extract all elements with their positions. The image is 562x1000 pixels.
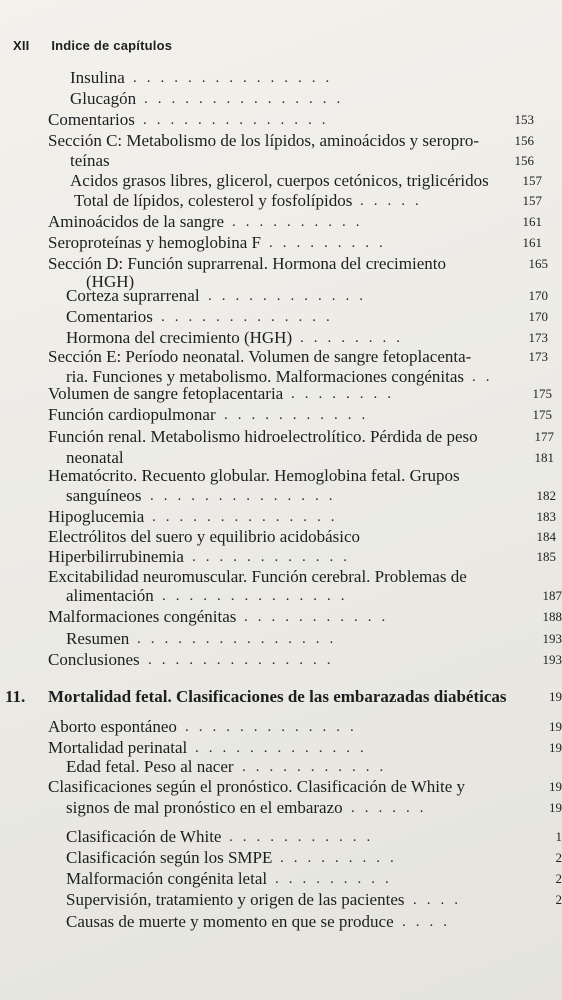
toc-page-number: 193 [542, 631, 562, 646]
toc-entry [0, 383, 562, 405]
leader-dots: ........... [242, 759, 394, 775]
toc-page-number: 177 [534, 429, 554, 444]
toc-page-number: 156 [514, 153, 534, 168]
toc-entry [0, 190, 562, 212]
leader-dots: .. [472, 369, 500, 385]
toc-entry [0, 585, 562, 607]
toc-entry-title: Función renal. Metabolismo hidroelectrolítico. Pérdida de peso [48, 427, 478, 446]
toc-entry-title: Sección C: Metabolismo de los lípidos, aminoácidos y seropro- [48, 131, 480, 150]
toc-page-number: 19 [549, 719, 562, 734]
toc-entry [0, 170, 562, 192]
toc-entry [0, 716, 562, 738]
toc-entry-title: Glucagón [70, 89, 137, 108]
toc-entry-title: signos de mal pronóstico en el embarazo [66, 798, 343, 817]
leader-dots: ............. [195, 740, 374, 756]
toc-entry [0, 150, 562, 172]
toc-entry [0, 776, 562, 798]
toc-page-number: 185 [536, 549, 556, 564]
toc-entry-title: Clasificación de White [66, 827, 222, 846]
leader-dots: ............... [137, 631, 344, 647]
toc-page-number: 2 [555, 871, 562, 886]
toc-page-number: 161 [522, 235, 542, 250]
toc-page-number: 156 [514, 133, 534, 148]
toc-entry [0, 404, 562, 426]
toc-entry [0, 346, 562, 368]
toc-entry-title: Función cardiopulmonar [48, 405, 216, 424]
toc-entry [0, 130, 562, 152]
toc-page-number: 170 [528, 288, 548, 303]
toc-page-number: 157 [522, 173, 542, 188]
toc-entry [0, 847, 562, 869]
toc-entry-title: Clasificación según los SMPE [66, 848, 273, 867]
leader-dots: .......... [232, 214, 370, 230]
chapter-title: Mortalidad fetal. Clasificaciones de las embarazadas diabéticas [48, 687, 507, 706]
toc-entry-title: Total de lípidos, colesterol y fosfolípidos [74, 191, 353, 210]
toc-entry [0, 606, 562, 628]
running-header [13, 38, 172, 53]
leader-dots: .............. [143, 112, 336, 128]
toc-entry-title: sanguíneos [66, 486, 142, 505]
toc-entry-title: teínas [70, 151, 110, 170]
toc-page-number: 19 [549, 689, 562, 704]
toc-entry-title: ria. Funciones y metabolismo. Malformaciones congénitas [66, 367, 464, 386]
toc-entry [0, 546, 562, 568]
toc-entry-title: Conclusiones [48, 650, 140, 669]
leader-dots: ......... [269, 235, 393, 251]
leader-dots: .............. [152, 509, 345, 525]
leader-dots: .... [402, 914, 457, 930]
toc-entry [0, 211, 562, 233]
toc-entry [0, 232, 562, 254]
leader-dots: ........... [224, 407, 376, 423]
toc-entry [0, 649, 562, 671]
toc-entry [0, 67, 562, 89]
toc-page-number: 173 [528, 330, 548, 345]
leader-dots: ............. [185, 719, 364, 735]
toc-page-number: 157 [522, 193, 542, 208]
toc-entry-title: Volumen de sangre fetoplacentaria [48, 384, 284, 403]
toc-page-number: 175 [532, 407, 552, 422]
toc-entry-title: Resumen [66, 629, 130, 648]
toc-entry-title: Malformaciones congénitas [48, 607, 237, 626]
leader-dots: ............ [192, 549, 357, 565]
toc-entry-title: (HGH) [86, 272, 135, 291]
toc-entry-title: Sección E: Período neonatal. Volumen de sangre fetoplacenta- [48, 347, 472, 366]
leader-dots: ............. [161, 309, 340, 325]
toc-entry-title: Excitabilidad neuromuscular. Función cerebral. Problemas de [48, 567, 467, 586]
leader-dots: ...... [351, 800, 434, 816]
toc-page-number: 19 [549, 740, 562, 755]
toc-page-number: 173 [528, 349, 548, 364]
toc-entry [0, 109, 562, 131]
toc-entry-title: Hematócrito. Recuento globular. Hemoglobina fetal. Grupos [48, 466, 460, 485]
page-number-roman: XII [13, 38, 30, 53]
toc-entry-title: Aborto espontáneo [48, 717, 177, 736]
toc-entry-title: Edad fetal. Peso al nacer [66, 757, 234, 776]
toc-entry [0, 628, 562, 650]
toc-entry-title: Comentarios [66, 307, 153, 326]
leader-dots: .............. [150, 488, 343, 504]
leader-dots: ........... [229, 829, 381, 845]
leader-dots: .............. [162, 588, 355, 604]
toc-page-number: 181 [534, 450, 554, 465]
leader-dots: ........ [291, 386, 401, 402]
toc-entry [0, 889, 562, 911]
leader-dots: ............... [133, 70, 340, 86]
toc-entry-title: Electrólitos del suero y equilibrio acidobásico [48, 527, 361, 546]
leader-dots: ......... [280, 850, 404, 866]
leader-dots: ............... [144, 91, 351, 107]
toc-entry [0, 868, 562, 890]
toc-page-number: 2 [555, 892, 562, 907]
toc-entry [0, 426, 562, 448]
toc-entry-title: Hiperbilirrubinemia [48, 547, 184, 566]
chapter-number: 11. [5, 687, 26, 706]
toc-entry-title: Sección D: Función suprarrenal. Hormona del crecimiento [48, 254, 446, 273]
toc-entry [0, 485, 562, 507]
toc-entry-title: Malformación congénita letal [66, 869, 268, 888]
toc-page-number: 153 [514, 112, 534, 127]
toc-page-number: 1 [555, 829, 562, 844]
toc-page-number: 187 [542, 588, 562, 603]
leader-dots: .... [413, 892, 468, 908]
toc-entry [0, 756, 562, 778]
toc-entry [0, 686, 562, 708]
leader-dots: ......... [275, 871, 399, 887]
toc-page-number: 188 [542, 609, 562, 624]
leader-dots: ........... [244, 609, 396, 625]
toc-entry [0, 306, 562, 328]
toc-entry-title: Seroproteínas y hemoglobina F [48, 233, 261, 252]
header-title: Indice de capítulos [51, 38, 173, 53]
toc-entry [0, 506, 562, 528]
toc-entry-title: Corteza suprarrenal [66, 286, 200, 305]
toc-page-number: 165 [528, 256, 548, 271]
toc-entry-title: Causas de muerte y momento en que se produce [66, 912, 394, 931]
toc-page-number: 170 [528, 309, 548, 324]
toc-entry-title: Supervisión, tratamiento y origen de las pacientes [66, 890, 405, 909]
toc-page-number: 175 [532, 386, 552, 401]
leader-dots: ........ [300, 330, 410, 346]
toc-entry [0, 826, 562, 848]
leader-dots: ............ [208, 288, 373, 304]
toc-page-number: 182 [536, 488, 556, 503]
toc-page-number: 19 [549, 779, 562, 794]
toc-entry-title: neonatal [66, 448, 124, 467]
toc-page-number: 184 [536, 529, 556, 544]
toc-entry [0, 88, 562, 110]
toc-entry-title: Acidos grasos libres, glicerol, cuerpos cetónicos, triglicéridos [70, 171, 489, 190]
toc-entry [0, 911, 562, 933]
leader-dots: .............. [148, 652, 341, 668]
toc-entry-title: Insulina [70, 68, 125, 87]
toc-page-number: 183 [536, 509, 556, 524]
toc-entry [0, 465, 562, 487]
toc-entry-title: Hipoglucemia [48, 507, 145, 526]
toc-entry [0, 285, 562, 307]
toc-entry-title: Mortalidad perinatal [48, 738, 188, 757]
toc-entry [0, 797, 562, 819]
toc-entry-title: Hormona del crecimiento (HGH) [66, 328, 293, 347]
toc-page-number: 2 [555, 850, 562, 865]
toc-page-number: 19 [549, 800, 562, 815]
toc-entry-title: Clasificaciones según el pronóstico. Clasificación de White y [48, 777, 466, 796]
toc-page-number: 161 [522, 214, 542, 229]
toc-page-number: 193 [542, 652, 562, 667]
toc-entry-title: alimentación [66, 586, 154, 605]
toc-entry [0, 526, 562, 548]
toc-entry-title: Aminoácidos de la sangre [48, 212, 225, 231]
toc-entry-title: Comentarios [48, 110, 135, 129]
leader-dots: ..... [360, 193, 429, 209]
